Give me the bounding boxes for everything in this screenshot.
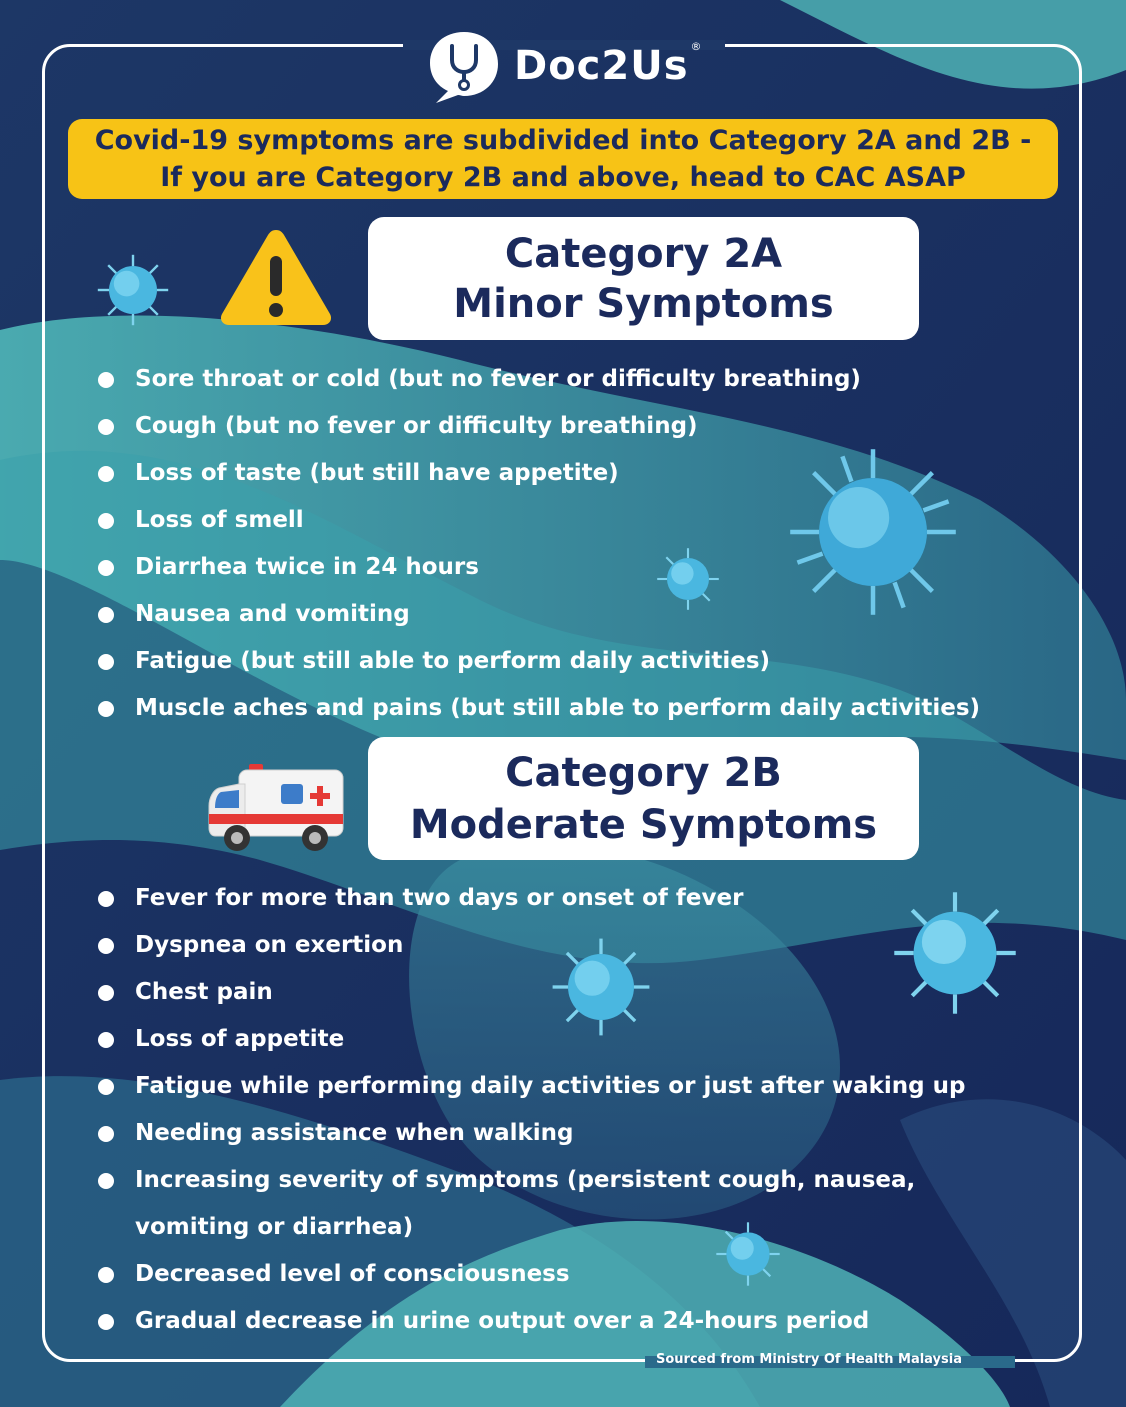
category-2a-subtitle: Minor Symptoms xyxy=(453,280,834,327)
list-item: Muscle aches and pains (but still able to perform daily activities) xyxy=(96,685,980,732)
list-item: Nausea and vomiting xyxy=(96,591,980,638)
registered-mark: ® xyxy=(690,40,702,53)
virus-icon xyxy=(93,250,173,330)
warning-icon xyxy=(218,226,334,328)
brand-name: Doc2Us xyxy=(514,43,689,89)
category-2a-card xyxy=(368,217,919,340)
list-item: Chest pain xyxy=(96,969,995,1016)
list-item: Loss of taste (but still have appetite) xyxy=(96,450,980,497)
list-item: Fatigue (but still able to perform daily activities) xyxy=(96,638,980,685)
list-item: Fatigue while performing daily activities or just after waking up xyxy=(96,1063,995,1110)
brand-logo xyxy=(424,26,702,106)
list-item: Loss of smell xyxy=(96,497,980,544)
category-2a-title: Category 2A xyxy=(504,230,783,277)
category-2b-symptom-list xyxy=(96,875,995,1345)
source-credit: Sourced from Ministry Of Health Malaysia xyxy=(656,1352,962,1367)
stethoscope-chat-icon xyxy=(424,26,504,106)
category-2b-subtitle: Moderate Symptoms xyxy=(409,801,878,848)
ambulance-icon xyxy=(205,758,347,856)
list-item: Loss of appetite xyxy=(96,1016,995,1063)
list-item: Increasing severity of symptoms (persistent cough, nausea, vomiting or diarrhea) xyxy=(96,1157,995,1251)
category-2a-symptom-list xyxy=(96,356,980,732)
list-item: Cough (but no fever or difficulty breathing) xyxy=(96,403,980,450)
category-2b-title: Category 2B xyxy=(505,749,782,796)
list-item: Decreased level of consciousness xyxy=(96,1251,995,1298)
list-item: Sore throat or cold (but no fever or difficulty breathing) xyxy=(96,356,980,403)
banner-line-2: If you are Category 2B and above, head to CAC ASAP xyxy=(160,162,966,193)
list-item: Dyspnea on exertion xyxy=(96,922,995,969)
banner-line-1: Covid-19 symptoms are subdivided into Category 2A and 2B - xyxy=(94,125,1032,156)
list-item: Gradual decrease in urine output over a 24-hours period xyxy=(96,1298,995,1345)
list-item: Diarrhea twice in 24 hours xyxy=(96,544,980,591)
headline-banner xyxy=(68,119,1058,199)
list-item: Needing assistance when walking xyxy=(96,1110,995,1157)
list-item: Fever for more than two days or onset of fever xyxy=(96,875,995,922)
category-2b-card xyxy=(368,737,919,860)
